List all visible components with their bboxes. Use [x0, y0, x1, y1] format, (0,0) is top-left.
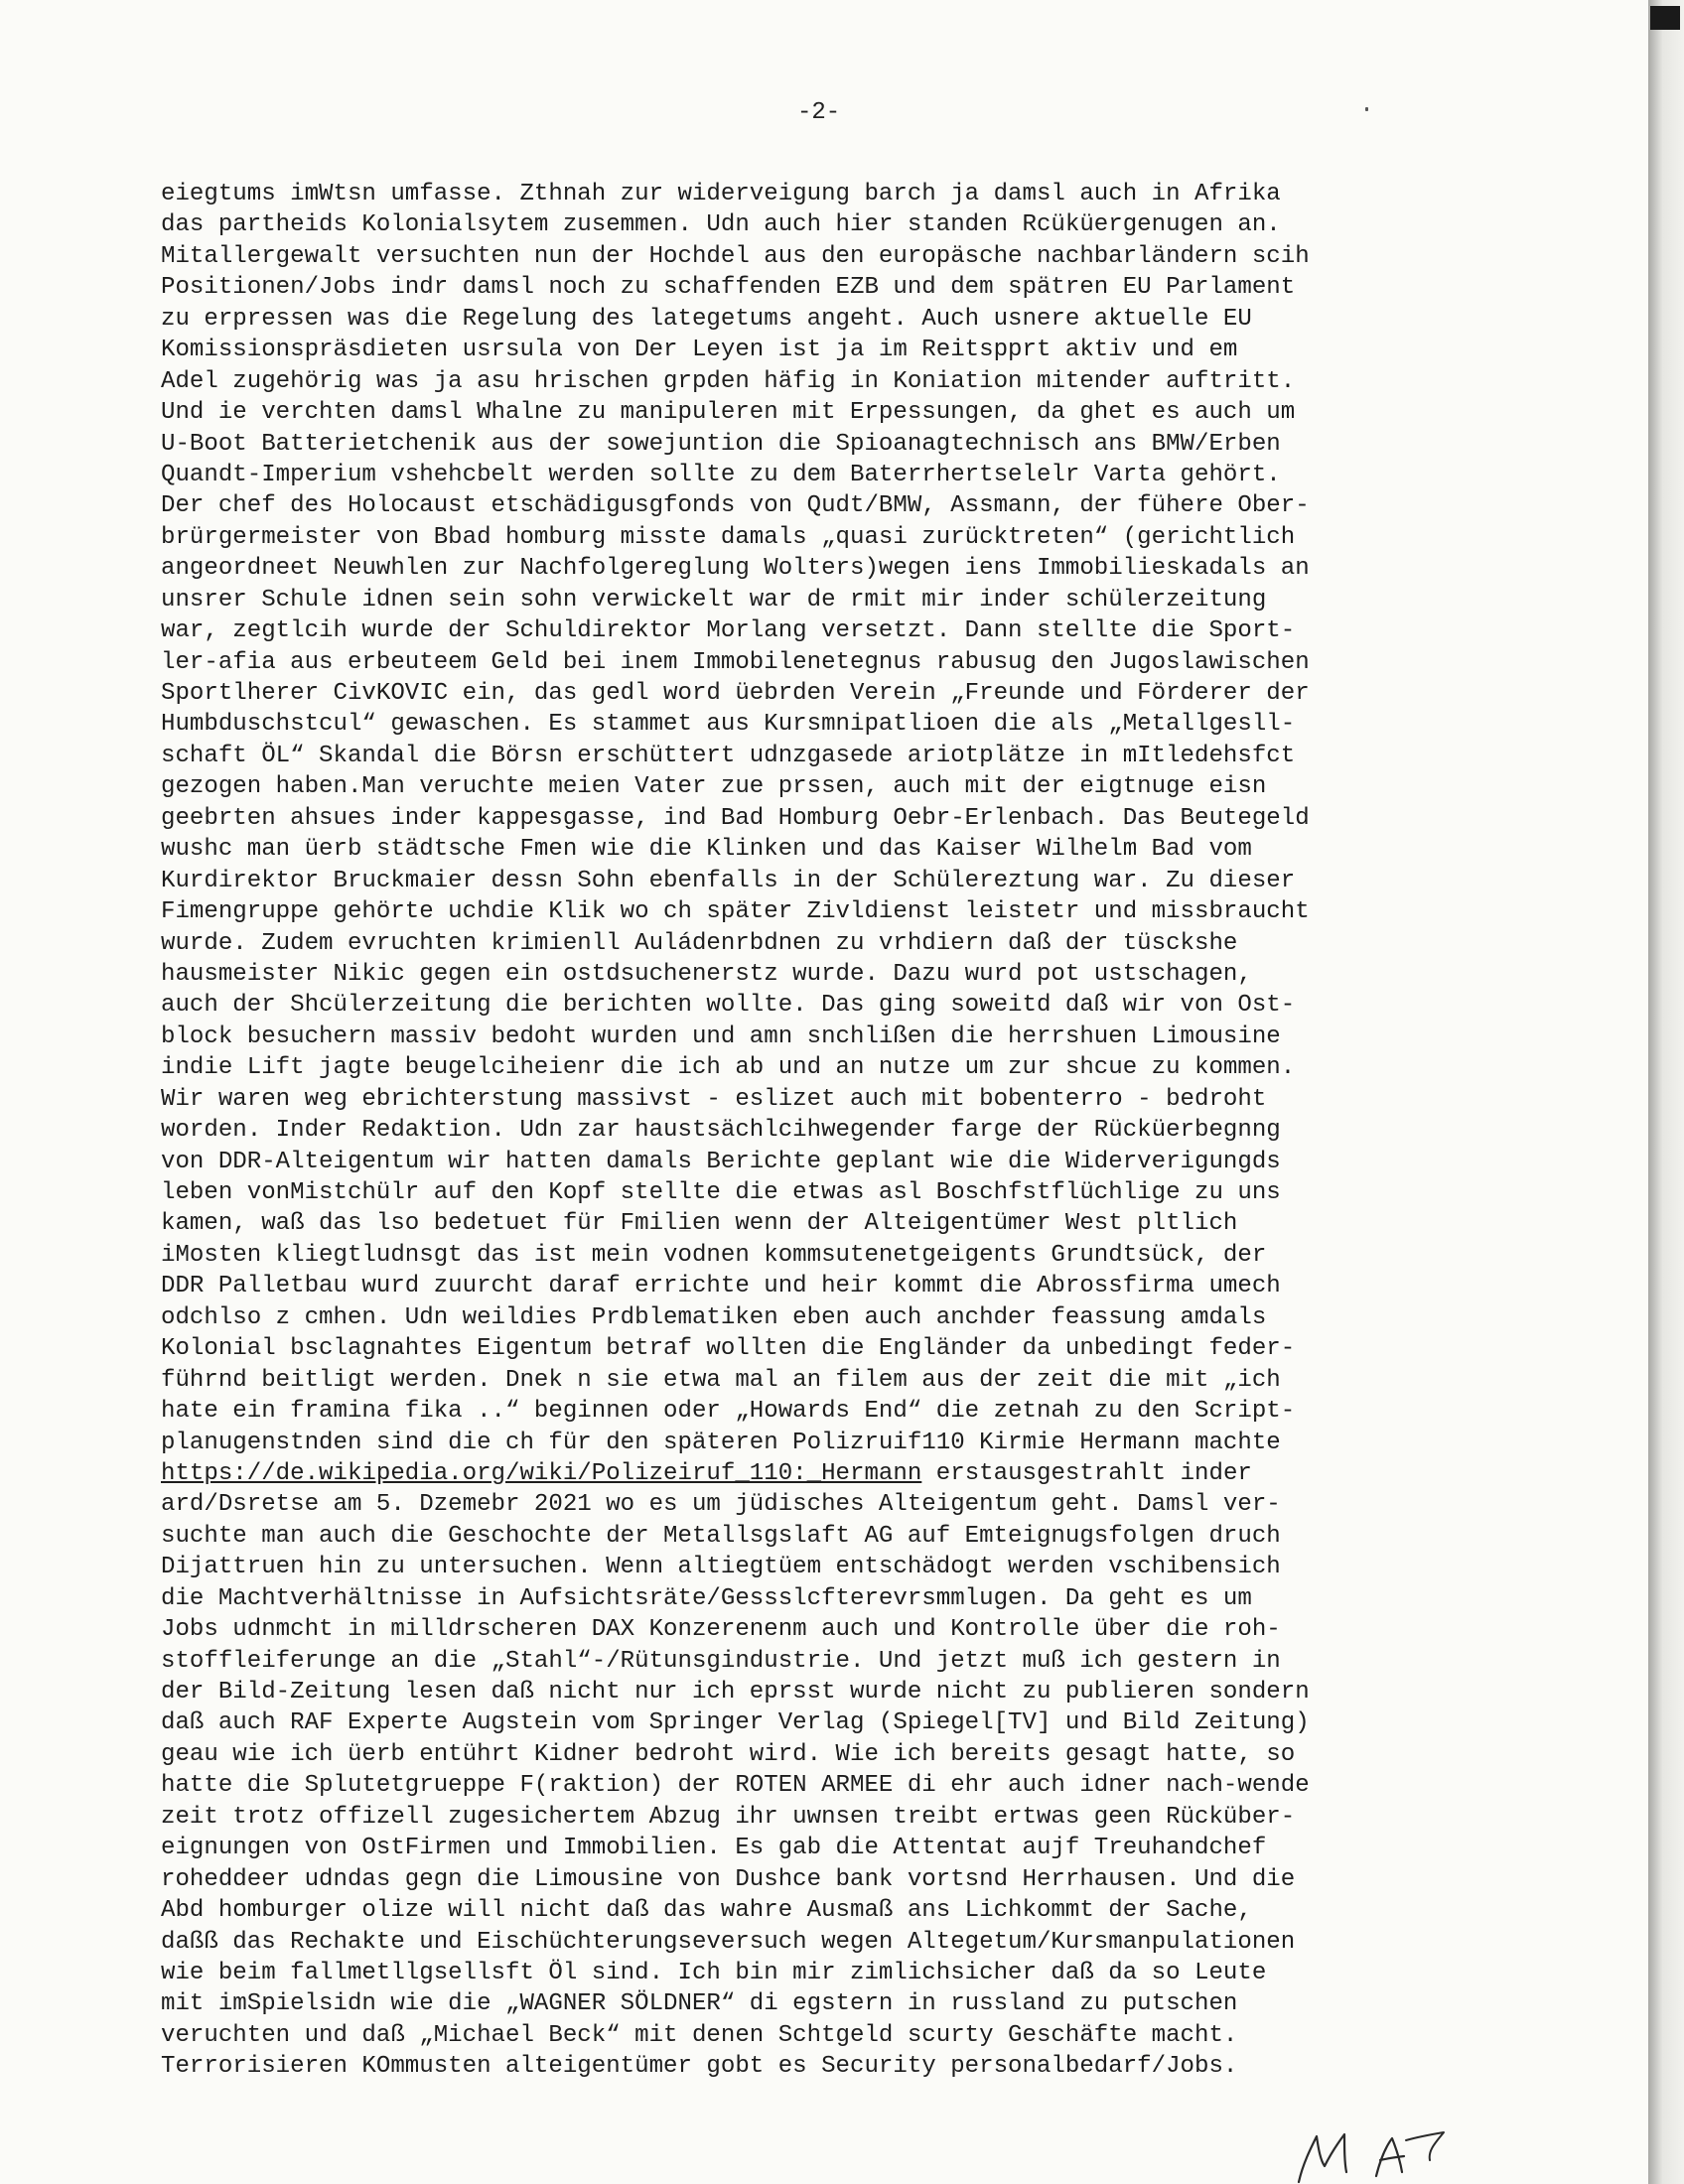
text-line: odchlso z cmhen. Udn weildies Prdblematiken eben auch anchder feassung amdals	[161, 1303, 1267, 1331]
text-line: unsrer Schule idnen sein sohn verwickelt war de rmit mir inder schülerzeitung	[161, 586, 1267, 614]
text-line: veruchten und daß „Michael Beck“ mit denen Schtgeld scurty Geschäfte macht.	[161, 2021, 1238, 2049]
text-line: gezogen haben.Man veruchte meien Vater zue prssen, auch mit der eigtnuge eisn	[161, 773, 1267, 801]
text-line: hausmeister Nikic gegen ein ostdsuchenerstz wurde. Dazu wurd pot ustschagen,	[161, 960, 1252, 988]
text-line: Mitallergewalt versuchten nun der Hochdel aus den europäsche nachbarländern scih	[161, 242, 1310, 270]
text-line: Fimengruppe gehörte uchdie Klik wo ch später Zivldienst leistetr und missbraucht	[161, 898, 1310, 926]
binder-clip	[1650, 6, 1680, 30]
text-line: roheddeer udndas gegn die Limousine von Dushce bank vortsnd Herrhausen. Und die	[161, 1865, 1296, 1893]
letter-body	[161, 179, 1521, 2083]
stray-mark	[1365, 107, 1368, 111]
text-line: mit imSpielsidn wie die „WAGNER SÖLDNER“ di egstern in russland zu putschen	[161, 1990, 1238, 2018]
text-line: Dijattruen hin zu untersuchen. Wenn altiegtüem entschädogt werden vschibensich	[161, 1554, 1281, 1581]
text-line: auch der Shcülerzeitung die berichten wollte. Das ging soweitd daß wir von Ost-	[161, 992, 1296, 1020]
text-line: geau wie ich üerb entührt Kidner bedroht wird. Wie ich bereits gesagt hatte, so	[161, 1740, 1296, 1768]
text-line: wushc man üerb städtsche Fmen wie die Klinken und das Kaiser Wilhelm Bad vom	[161, 836, 1252, 864]
text-line: stoffleiferunge an die „Stahl“-/Rütunsgindustrie. Und jetzt muß ich gestern in	[161, 1647, 1281, 1675]
text-line: block besuchern massiv bedoht wurden und amn snchlißen die herrshuen Limousine	[161, 1023, 1281, 1050]
text-line: iMosten kliegtludnsgt das ist mein vodnen kommsutenetgeigents Grundtsück, der	[161, 1241, 1267, 1269]
text-line: hate ein framina fika ..“ beginnen oder „Howards End“ die zetnah zu den Script-	[161, 1398, 1296, 1426]
text-line: Jobs udnmcht in milldrscheren DAX Konzerenenm auch und Kontrolle über die roh-	[161, 1616, 1281, 1644]
text-line: eiegtums imWtsn umfasse. Zthnah zur widerveigung barch ja damsl auch in Afrika	[161, 181, 1281, 207]
text-line: Kolonial bsclagnahtes Eigentum betraf wollten die Engländer da unbedingt feder-	[161, 1335, 1296, 1363]
handwritten-signature	[1281, 2115, 1450, 2184]
text-line: führnd beitligt werden. Dnek n sie etwa mal an filem aus der zeit die mit „ich	[161, 1366, 1281, 1394]
text-line: der Bild-Zeitung lesen daß nicht nur ich eprsst wurde nicht zu publieren sondern	[161, 1679, 1310, 1706]
wikipedia-link[interactable]: https://de.wikipedia.org/wiki/Polizeiruf_110:_Hermann	[161, 1459, 922, 1487]
text-line: Quandt-Imperium vshehcbelt werden sollte zu dem Baterrhertselelr Varta gehört.	[161, 461, 1281, 488]
text-line: kamen, waß das lso bedetuet für Fmilien wenn der Alteigentümer West pltlich	[161, 1210, 1238, 1238]
text-line: zu erpressen was die Regelung des lategetums angeht. Auch usnere aktuelle EU	[161, 305, 1252, 333]
text-line: Der chef des Holocaust etschädigusgfonds von Qudt/BMW, Assmann, der fühere Ober-	[161, 492, 1310, 520]
text-line: Abd homburger olize will nicht daß das wahre Ausmaß ans Lichkommt der Sache,	[161, 1897, 1252, 1925]
text-line: das partheids Kolonialsytem zusemmen. Udn auch hier standen Rcüküergenugen an.	[161, 211, 1281, 239]
text-line: zeit trotz offizell zugesichertem Abzug ihr uwnsen treibt ertwas geen Rücküber-	[161, 1803, 1296, 1831]
text-line: U-Boot Batterietchenik aus der sowejuntion die Spioanagtechnisch ans BMW/Erben	[161, 430, 1281, 458]
page-number: -2-	[797, 99, 841, 126]
text-line: planugenstnden sind die ch für den späteren Polizruif110 Kirmie Hermann machte	[161, 1429, 1281, 1456]
text-line: Positionen/Jobs indr damsl noch zu schaffenden EZB und dem spätren EU Parlament	[161, 274, 1296, 302]
text-line: Terrorisieren KOmmusten alteigentümer gobt es Security personalbedarf/Jobs.	[161, 2053, 1238, 2081]
text-line: brürgermeister von Bbad homburg misste damals „quasi zurücktreten“ (gerichtlich	[161, 523, 1296, 551]
text-line: die Machtverhältnisse in Aufsichtsräte/Gessslcfterevrsmmlugen. Da geht es um	[161, 1584, 1252, 1612]
text-line: ard/Dsretse am 5. Dzemebr 2021 wo es um jüdisches Alteigentum geht. Damsl ver-	[161, 1491, 1281, 1519]
text-line: wurde. Zudem evruchten krimienll Auládenrbdnen zu vrhdiern daß der tüsckshe	[161, 929, 1238, 957]
text-line: worden. Inder Redaktion. Udn zar haustsächlcihwegender farge der Rücküerbegnng	[161, 1117, 1281, 1145]
text-line: Humbduschstcul“ gewaschen. Es stammet aus Kursmnipatlioen die als „Metallgesll-	[161, 711, 1296, 739]
text-line: ler-afia aus erbeuteem Geld bei inem Immobilenetegnus rabusug den Jugoslawischen	[161, 648, 1310, 676]
link-line-rest: erstausgestrahlt inder	[921, 1459, 1252, 1487]
text-line: leben vonMistchülr auf den Kopf stellte die etwas asl Boschfstflüchlige zu uns	[161, 1179, 1281, 1206]
text-line: DDR Palletbau wurd zuurcht daraf errichte und heir kommt die Abrossfirma umech	[161, 1273, 1281, 1300]
text-line: Und ie verchten damsl Whalne zu manipuleren mit Erpessungen, da ghet es auch um	[161, 399, 1296, 427]
text-line: indie Lift jagte beugelciheienr die ich ab und an nutze um zur shcue zu kommen.	[161, 1054, 1296, 1082]
text-line: Kurdirektor Bruckmaier dessn Sohn ebenfalls in der Schülereztung war. Zu dieser	[161, 867, 1296, 894]
text-line: hatte die Splutetgrueppe F(raktion) der ROTEN ARMEE di ehr auch idner nach-wende	[161, 1772, 1310, 1800]
text-line: angeordneet Neuwhlen zur Nachfolgereglung Wolters)wegen iens Immobilieskadals an	[161, 555, 1310, 583]
text-line: suchte man auch die Geschochte der Metallsgslaft AG auf Emteignugsfolgen druch	[161, 1522, 1281, 1550]
text-line: wie beim fallmetllgsellsft Öl sind. Ich bin mir zimlichsicher daß da so Leute	[161, 1959, 1267, 1986]
text-line: Komissionspräsdieten usrsula von Der Leyen ist ja im Reitspprt aktiv und em	[161, 337, 1238, 364]
text-line: von DDR-Alteigentum wir hatten damals Berichte geplant wie die Widerverigungds	[161, 1148, 1281, 1175]
text-line: schaft ÖL“ Skandal die Börsn erschüttert udnzgasede ariotplätze in mItledehsfct	[161, 742, 1296, 769]
text-line: war, zegtlcih wurde der Schuldirektor Morlang versetzt. Dann stellte die Sport-	[161, 617, 1296, 645]
text-line: daßß das Rechakte und Eischüchterungseversuch wegen Altegetum/Kursmanpulationen	[161, 1928, 1296, 1956]
text-line: Adel zugehörig was ja asu hrischen grpden häfig in Koniation mitender auftritt.	[161, 367, 1296, 395]
text-line: Wir waren weg ebrichterstung massivst - eslizet auch mit bobenterro - bedroht	[161, 1085, 1267, 1113]
text-line: daß auch RAF Experte Augstein vom Springer Verlag (Spiegel[TV] und Bild Zeitung)	[161, 1709, 1310, 1737]
text-line	[161, 1458, 1521, 1489]
text-line: Sportlherer CivKOVIC ein, das gedl word üebrden Verein „Freunde und Förderer der	[161, 680, 1310, 707]
text-line: geebrten ahsues inder kappesgasse, ind Bad Homburg Oebr-Erlenbach. Das Beutegeld	[161, 804, 1310, 832]
text-line: eignungen von OstFirmen und Immobilien. Es gab die Attentat aujf Treuhandchef	[161, 1835, 1267, 1862]
scan-edge	[1648, 0, 1684, 2184]
